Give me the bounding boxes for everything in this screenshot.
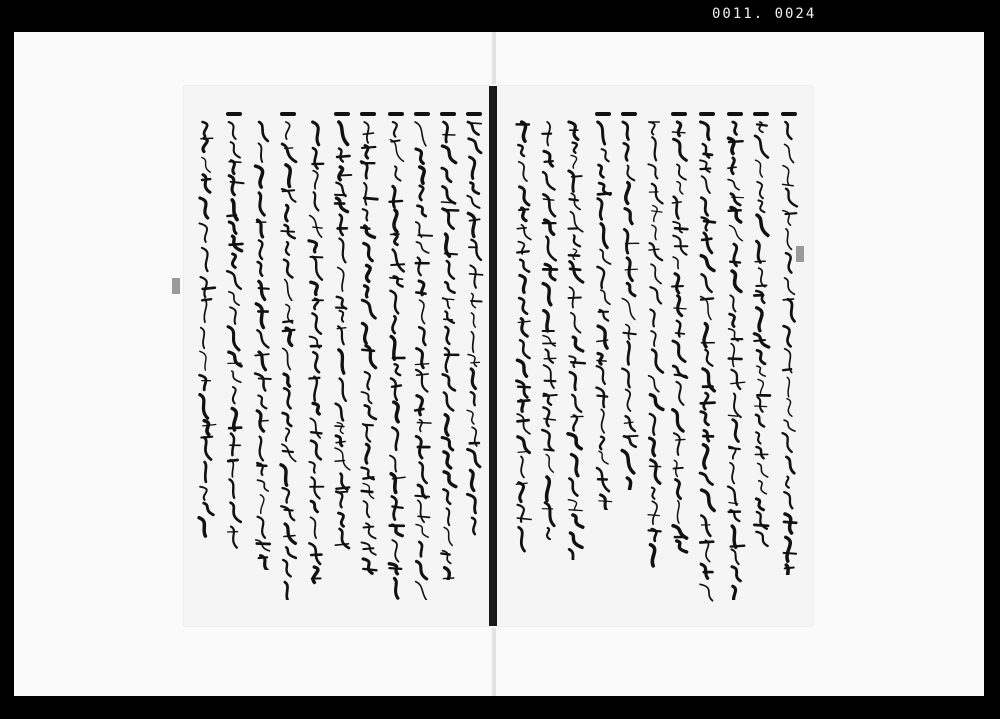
handwritten-column [617,86,643,626]
item-marker-dash [727,112,743,116]
item-marker-dash [621,112,637,116]
handwritten-column [537,86,563,626]
handwritten-column [436,86,462,626]
left-page [184,86,489,626]
item-marker-dash [226,112,242,116]
item-marker-dash [334,112,350,116]
item-marker-dash [466,112,482,116]
handwritten-column [384,86,410,626]
handwritten-column [410,86,436,626]
handwritten-column [667,86,693,626]
handwritten-column [511,86,537,626]
gutter-edge-top [492,32,496,84]
item-marker-dash [671,112,687,116]
handwritten-column [276,86,302,626]
handwritten-column [643,86,669,626]
left-page-tab [172,278,180,294]
handwritten-column [777,86,803,626]
frame-id-label: 0011. 0024 [712,6,817,22]
handwritten-column [330,86,356,626]
item-marker-dash [753,112,769,116]
item-marker-dash [440,112,456,116]
item-marker-dash [280,112,296,116]
item-marker-dash [360,112,376,116]
handwritten-column [194,86,220,626]
handwritten-column [723,86,749,626]
gutter-edge-bottom [492,628,496,696]
handwritten-column [356,86,382,626]
item-marker-dash [699,112,715,116]
right-page-tab [796,246,804,262]
item-marker-dash [781,112,797,116]
handwritten-column [304,86,330,626]
item-marker-dash [388,112,404,116]
document-scan [14,32,984,696]
binding-gutter [489,86,497,626]
handwritten-column [695,86,721,626]
handwritten-column [250,86,276,626]
handwritten-column [749,86,775,626]
handwritten-column [591,86,617,626]
right-page [497,86,813,626]
handwritten-column [563,86,589,626]
item-marker-dash [414,112,430,116]
handwritten-column [462,86,488,626]
item-marker-dash [595,112,611,116]
handwritten-column [222,86,248,626]
